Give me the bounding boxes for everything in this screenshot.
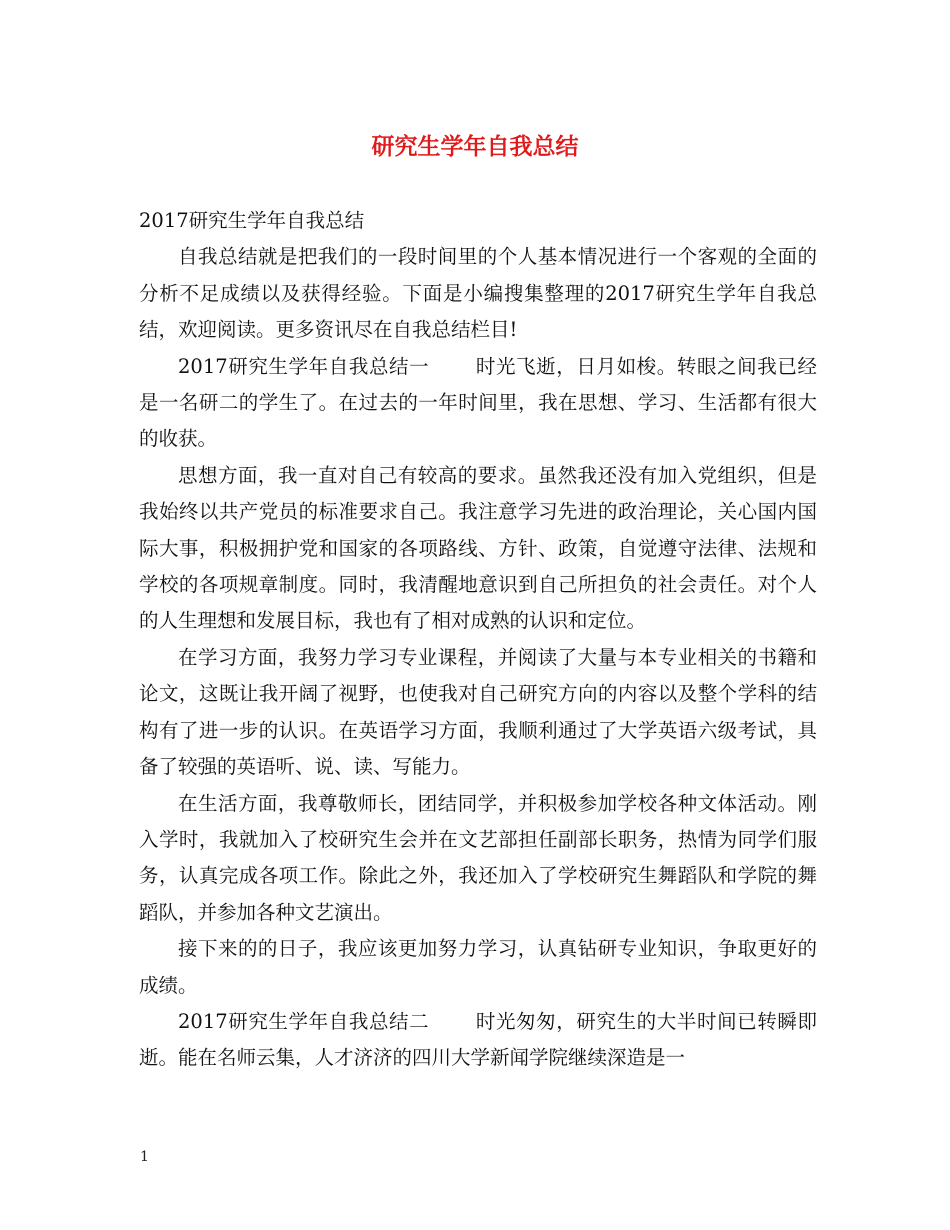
section-two-paragraph [139,1004,817,1077]
intro-paragraph: 自我总结就是把我们的一段时间里的个人基本情况进行一个客观的全面的分析不足成绩以及获得经验。下面是小编搜集整理的2017研究生学年自我总结，欢迎阅读。更多资讯尽在自我总结栏目! [139,245,817,342]
section-one-paragraph [139,349,817,458]
section-two-heading: 2017研究生学年自我总结二 [178,1009,430,1033]
page-number: 1 [140,1149,149,1165]
study-paragraph: 在学习方面，我努力学习专业课程，并阅读了大量与本专业相关的书籍和论文，这既让我开阔了视野，也使我对自己研究方向的内容以及整个学科的结构有了进一步的认识。在英语学习方面，我顺利通过了大学英语六级考试，具备了较强的英语听、说、读、写能力。 [139,645,817,779]
document-subtitle: 2017研究生学年自我总结 [139,209,365,232]
document-title: 研究生学年自我总结 [371,133,579,160]
life-paragraph: 在生活方面，我尊敬师长，团结同学，并积极参加学校各种文体活动。刚入学时，我就加入了校研究生会并在文艺部担任副部长职务，热情为同学们服务，认真完成各项工作。除此之外，我还加入了学校研究生舞蹈队和学院的舞蹈队，并参加各种文艺演出。 [139,791,817,924]
thought-paragraph: 思想方面，我一直对自己有较高的要求。虽然我还没有加入党组织，但是我始终以共产党员的标准要求自己。我注意学习先进的政治理论，关心国内国际大事，积极拥护党和国家的各项路线、方针、政策，自觉遵守法律、法规和学校的各项规章制度。同时，我清醒地意识到自己所担负的社会责任。对个人的人生理想和发展目标，我也有了相对成熟的认识和定位。 [139,463,817,633]
section-one-heading: 2017研究生学年自我总结一 [178,354,430,378]
section-two-text: 时光匆匆，研究生的大半时间已转瞬即逝。能在名师云集，人才济济的四川大学新闻学院继续深造是一 [139,1009,817,1070]
future-paragraph: 接下来的的日子，我应该更加努力学习，认真钻研专业知识，争取更好的成绩。 [139,937,817,997]
section-one-text: 时光飞逝，日月如梭。转眼之间我已经是一名研二的学生了。在过去的一年时间里，我在思想、学习、生活都有很大的收获。 [139,354,817,451]
document-body [139,203,817,1077]
